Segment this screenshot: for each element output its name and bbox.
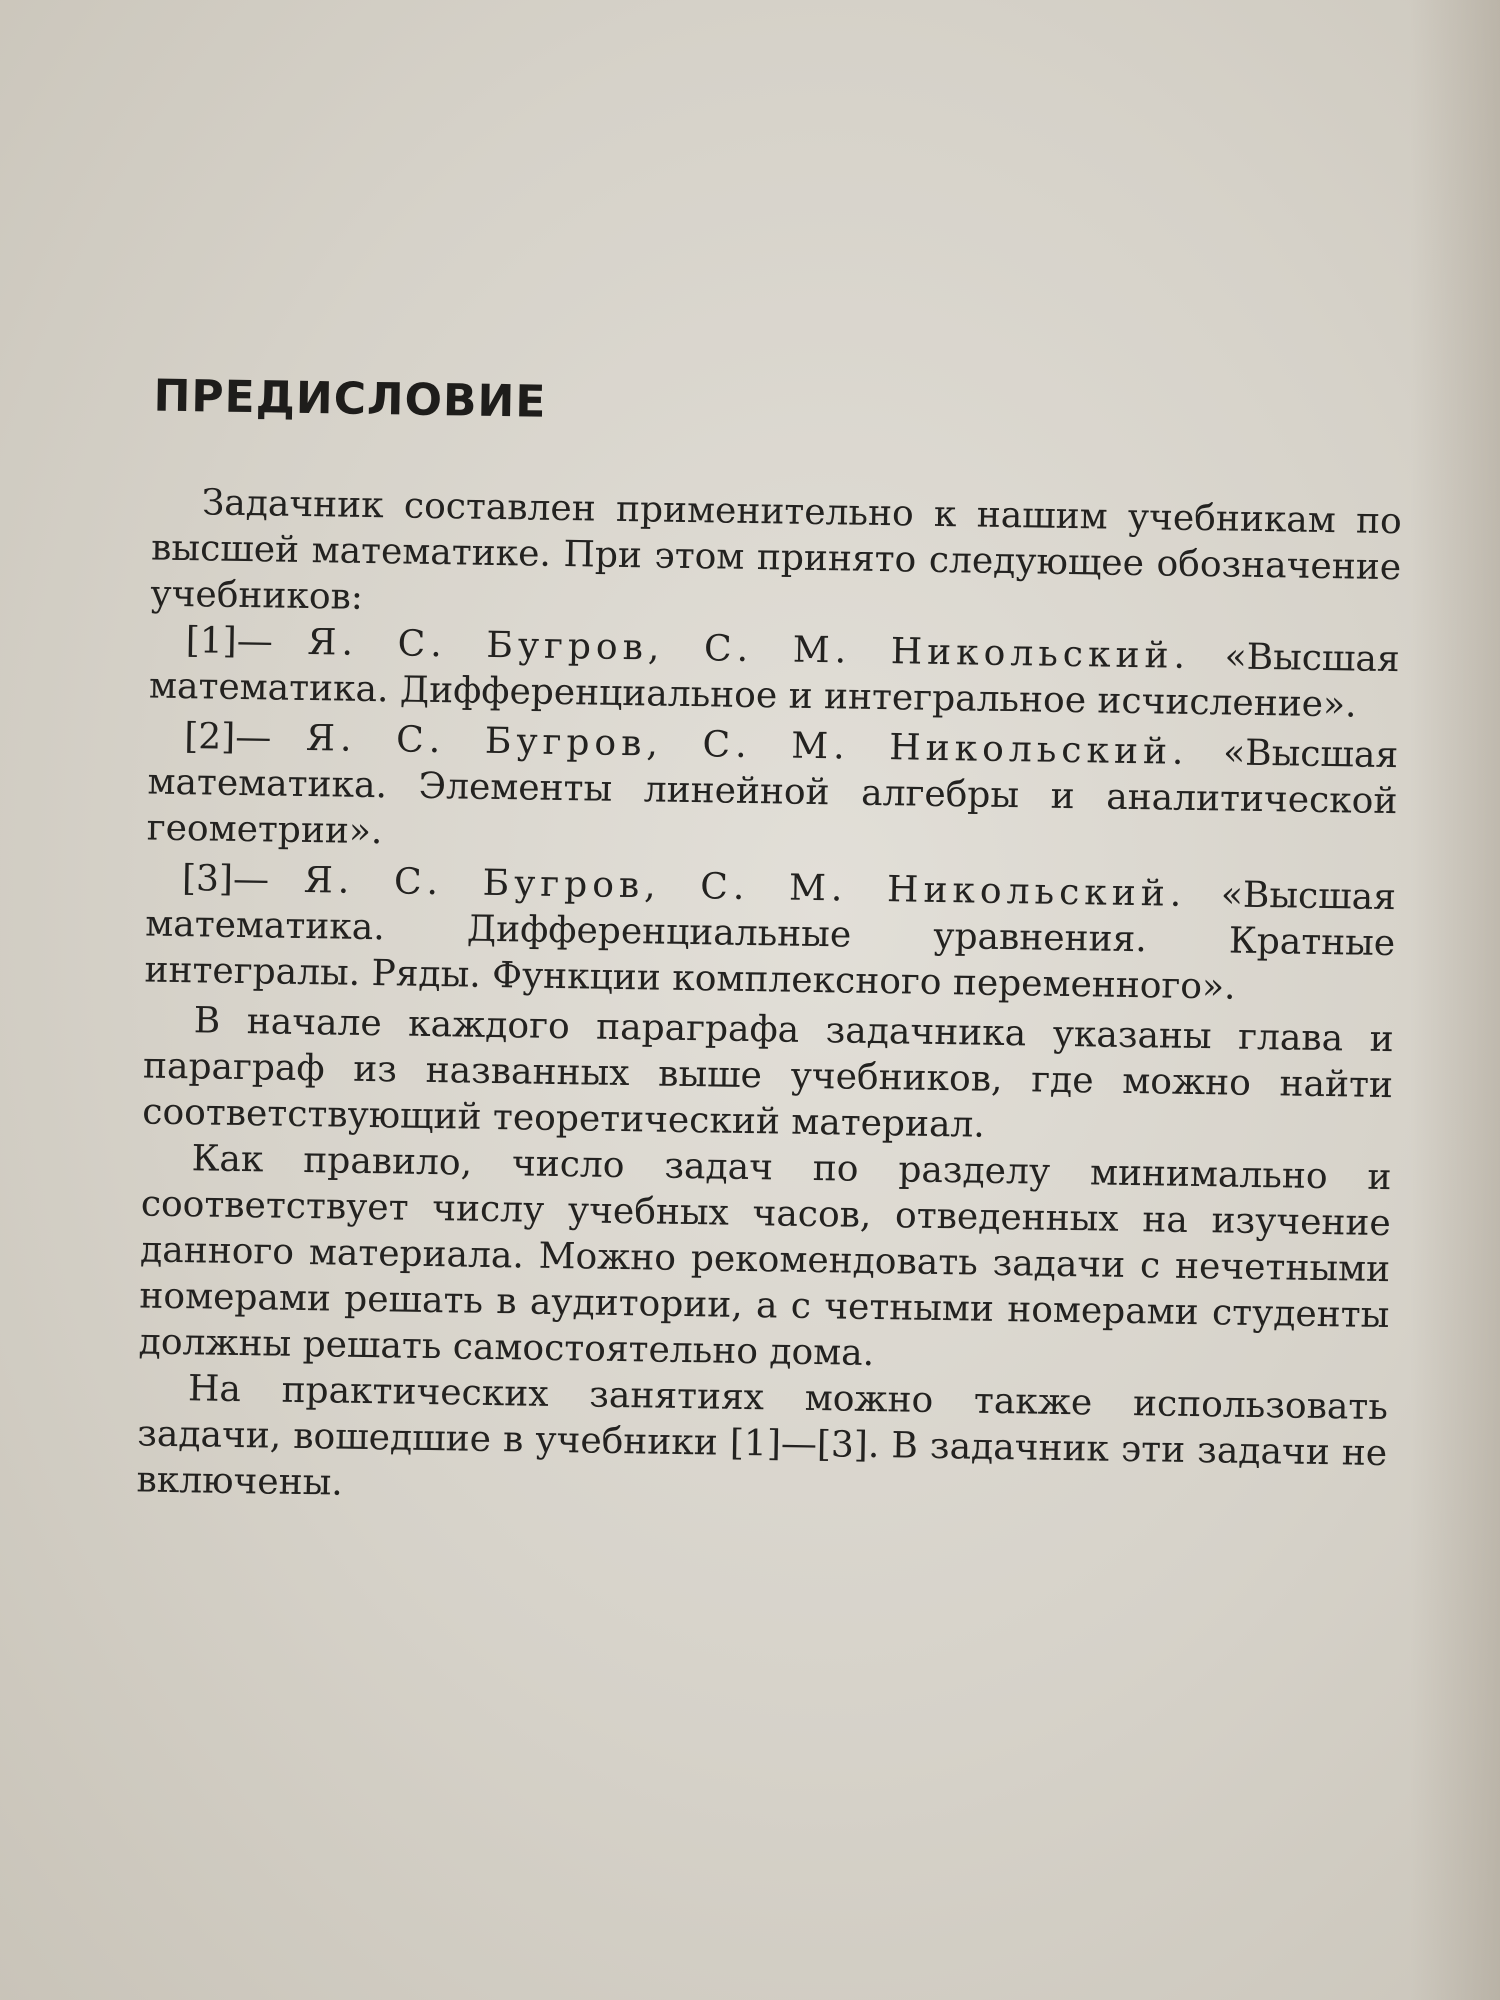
page-gutter-shadow	[1410, 0, 1500, 2000]
page-title: ПРЕДИСЛОВИЕ	[153, 370, 547, 428]
reference-dash: —	[234, 716, 272, 759]
preface-section	[100, 370, 1418, 1523]
reference-item	[110, 713, 1412, 871]
reference-dash: —	[236, 620, 274, 663]
paragraph-text: Как правило, число задач по разделу минимально и соответствует числу учебных часов, отведенных на изучение данного материала. Можно рекомендовать задачи с нечетными номерами решать в аудитории, а с четными номерами студенты должны решать самостоятельно дома.	[138, 1138, 1392, 1374]
body-paragraph	[106, 997, 1408, 1155]
intro-text: Задачник составлен применительно к нашим учебникам по высшей математике. При этом принято следующее обозначение учебников:	[150, 482, 1403, 618]
paragraph-text: В начале каждого параграфа задачника указаны глава и параграф из названных выше учебников, где можно найти соответствующий теоретический материал.	[142, 1000, 1394, 1146]
paragraph-text: На практических занятиях можно также использовать задачи, вошедшие в учебники [1]—[3]. В задачник эти задачи не включены.	[136, 1368, 1389, 1504]
reference-number: [1]	[185, 620, 238, 662]
body-paragraph	[102, 1135, 1405, 1385]
reference-title: «Высшая математика. Элементы линейной алгебры и аналитической геометрии».	[146, 732, 1399, 853]
reference-authors: Я. С. Бугров, С. М. Никольский.	[303, 859, 1187, 915]
reference-item	[108, 855, 1410, 1013]
reference-number: [2]	[183, 716, 236, 758]
reference-number: [3]	[181, 858, 234, 900]
reference-authors: Я. С. Бугров, С. М. Никольский.	[307, 622, 1191, 677]
intro-paragraph	[114, 479, 1416, 637]
reference-title: «Высшая математика. Дифференциальное и интегральное исчисление».	[148, 636, 1400, 726]
reference-dash: —	[232, 858, 270, 901]
body-paragraph	[100, 1365, 1402, 1523]
reference-title: «Высшая математика. Дифференциальные уравнения. Кратные интегралы. Ряды. Функции комплексного переменного».	[144, 874, 1397, 1008]
reference-authors: Я. С. Бугров, С. М. Никольский.	[305, 718, 1189, 773]
